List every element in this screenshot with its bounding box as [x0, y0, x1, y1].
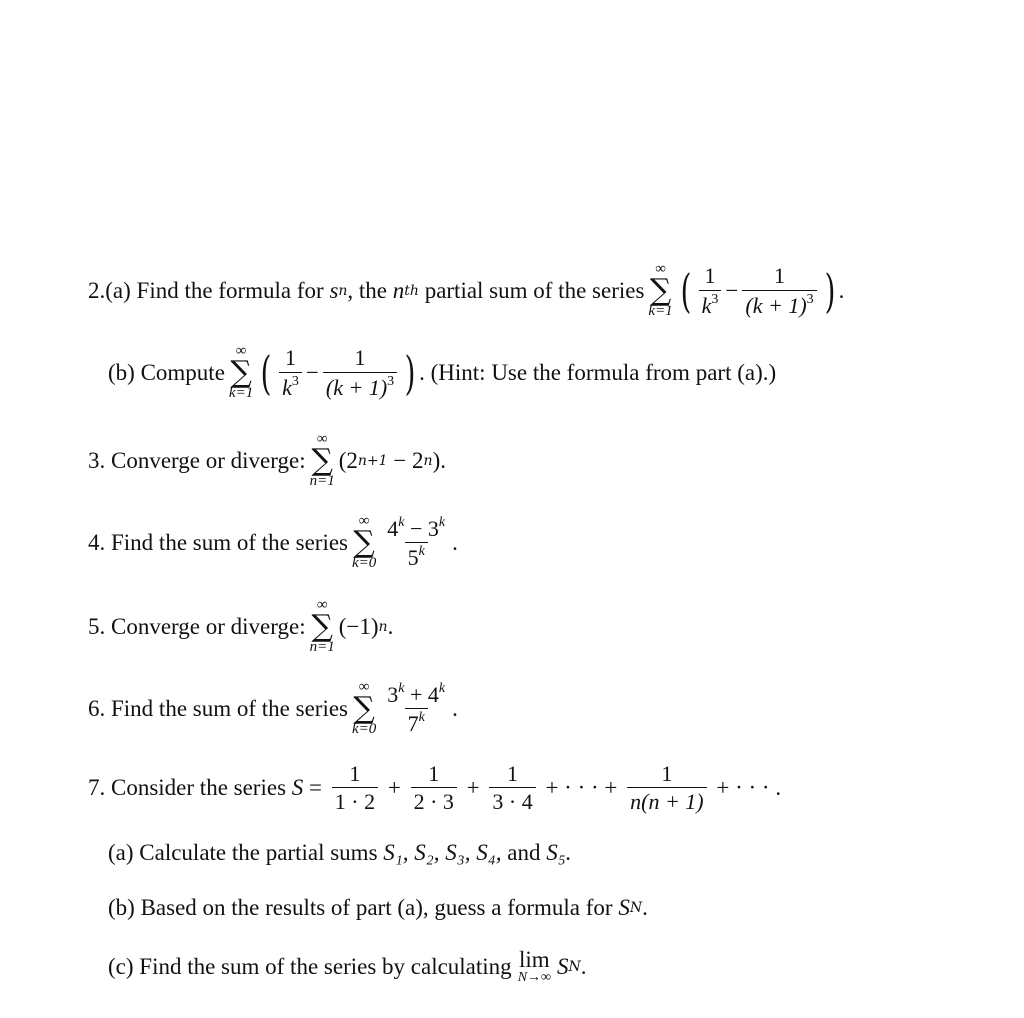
- exponent: n: [378, 618, 388, 635]
- numerator: 1: [774, 263, 786, 289]
- exponent: k: [418, 544, 425, 559]
- base: 3: [387, 681, 399, 707]
- problem-7b: [108, 895, 648, 921]
- denominator: 1 · 2: [332, 787, 378, 813]
- base: − 3: [404, 515, 439, 541]
- numerator: 1: [285, 345, 297, 371]
- exponent: k: [438, 680, 446, 696]
- sigma-icon: ∑: [230, 355, 252, 390]
- numerator: [384, 682, 448, 708]
- exponent: k: [438, 514, 446, 530]
- k: k: [701, 292, 712, 318]
- base: 7: [407, 711, 419, 736]
- k-plus-one: (k + 1): [325, 374, 388, 400]
- problem-text: Find the sum of the series: [111, 695, 348, 721]
- right-paren: ): [404, 345, 416, 400]
- denominator: 3 · 4: [489, 787, 535, 813]
- period: .: [387, 613, 394, 639]
- exponent: 3: [291, 373, 299, 389]
- equals-sign: =: [303, 774, 328, 800]
- numerator: 1: [704, 263, 716, 289]
- exponent: 3: [711, 291, 719, 307]
- problem-2b: [108, 344, 776, 401]
- part-label: (b): [108, 895, 135, 920]
- left-paren: (: [680, 263, 692, 318]
- expression: (2: [338, 447, 358, 473]
- part-label: (c): [108, 953, 134, 979]
- period: .: [452, 529, 458, 555]
- lim-subscript: N→∞: [517, 970, 552, 985]
- hint-text: . (Hint: Use the formula from part (a).): [419, 359, 777, 385]
- limit-operator: [518, 948, 551, 985]
- base: + 4: [404, 681, 439, 707]
- sigma-icon: ∑: [649, 273, 672, 308]
- period: .: [580, 953, 587, 979]
- ellipsis: + · · · .: [710, 774, 782, 800]
- fraction: [323, 346, 397, 398]
- exponent: n+1: [357, 452, 388, 469]
- problem-3: [88, 432, 446, 489]
- sigma-icon: ∑: [353, 691, 375, 726]
- denominator: [405, 708, 428, 735]
- expression: (−1): [338, 613, 379, 639]
- problem-label: 6.: [88, 695, 106, 721]
- problem-text: Find the sum of the series by calculating: [139, 953, 512, 979]
- subscript-n: N: [568, 958, 581, 975]
- sum-lower: n=1: [309, 473, 335, 489]
- plus-sign: +: [382, 774, 407, 800]
- text-fragment: , the: [347, 277, 388, 303]
- sum-lower: k=1: [648, 303, 673, 319]
- sum-upper: ∞: [655, 261, 666, 277]
- denominator: 2 · 3: [411, 787, 457, 813]
- problem-7a: [108, 840, 571, 866]
- numerator: 1: [354, 345, 366, 371]
- expression: − 2: [387, 447, 424, 473]
- plus-sign: +: [460, 774, 486, 800]
- sum-upper: ∞: [235, 343, 247, 359]
- problem-text: Calculate the partial sums: [139, 840, 378, 865]
- minus-sign: −: [305, 359, 319, 385]
- part-label: (b): [108, 359, 135, 385]
- problem-text: Based on the results of part (a), guess a formula for: [140, 895, 613, 920]
- problem-label: 5.: [88, 613, 106, 639]
- period: .: [452, 695, 458, 721]
- exponent: n: [423, 452, 433, 469]
- fraction: [384, 682, 448, 735]
- problem-label: 2.(a): [88, 277, 131, 303]
- problem-label: 3.: [88, 447, 106, 473]
- sum-lower: k=0: [352, 721, 377, 737]
- sn-symbol: S: [618, 895, 630, 920]
- base: 4: [387, 515, 399, 541]
- denominator: [279, 372, 302, 399]
- period: .: [642, 895, 648, 920]
- fraction: [489, 762, 535, 813]
- problem-text: Compute: [140, 359, 225, 385]
- sum-lower: n=1: [309, 639, 335, 655]
- fraction: [332, 762, 378, 813]
- exponent: k: [398, 680, 405, 696]
- summation: [648, 262, 672, 319]
- exponent: k: [418, 710, 425, 725]
- exponent: k: [398, 514, 405, 530]
- series-symbol: S: [291, 774, 304, 800]
- problem-label: 4.: [88, 529, 106, 555]
- numerator: 1: [349, 761, 361, 786]
- summation: [352, 680, 376, 737]
- fraction: [742, 264, 816, 316]
- denominator: n(n + 1): [627, 787, 707, 813]
- summation: [229, 344, 253, 401]
- sum-upper: ∞: [316, 597, 328, 613]
- problem-label: 7.: [88, 774, 106, 800]
- fraction: [384, 516, 448, 569]
- sum-lower: k=1: [228, 385, 254, 401]
- summation: [310, 432, 335, 489]
- exponent: 3: [387, 373, 395, 389]
- sn-symbol: S: [557, 953, 569, 979]
- problem-7: [88, 762, 781, 813]
- base: 5: [407, 545, 419, 570]
- n-symbol: n: [392, 277, 405, 303]
- summation: [352, 514, 376, 571]
- numerator: 1: [507, 761, 519, 786]
- numerator: [384, 516, 448, 542]
- summation: [310, 598, 335, 655]
- sum-upper: ∞: [358, 513, 370, 529]
- problem-6: [88, 680, 458, 737]
- problem-5: [88, 598, 393, 655]
- text-fragment: and: [501, 840, 547, 865]
- partial-sum-symbol: s: [329, 277, 339, 303]
- text-fragment: partial sum of the series: [424, 277, 645, 303]
- denominator: [699, 290, 722, 317]
- problem-2a: [88, 262, 844, 319]
- problem-4: [88, 514, 458, 571]
- sigma-icon: ∑: [311, 609, 333, 644]
- sum-upper: ∞: [316, 431, 328, 447]
- fraction: [699, 264, 722, 316]
- denominator: [323, 372, 397, 399]
- exponent: 3: [806, 291, 814, 307]
- sigma-icon: ∑: [311, 443, 333, 478]
- problem-text: Converge or diverge:: [111, 613, 306, 639]
- denominator: [742, 290, 816, 317]
- sigma-icon: ∑: [353, 525, 375, 560]
- problem-text: Consider the series: [111, 774, 287, 800]
- problem-text: Find the sum of the series: [111, 529, 348, 555]
- period: .: [838, 277, 845, 303]
- expression: ).: [432, 447, 446, 473]
- subscript-n: n: [338, 282, 348, 299]
- left-paren: (: [260, 345, 272, 400]
- sum-lower: k=0: [352, 555, 377, 571]
- denominator: [405, 542, 428, 569]
- ellipsis: + · · · +: [539, 774, 624, 800]
- partial-sum-s5: S₅.: [546, 840, 572, 865]
- superscript-th: th: [404, 282, 419, 299]
- sum-upper: ∞: [358, 679, 370, 695]
- minus-sign: −: [725, 277, 739, 303]
- k: k: [282, 374, 292, 400]
- subscript-n: N: [629, 900, 643, 916]
- lim-label: lim: [519, 947, 550, 972]
- problem-7c: [108, 948, 587, 985]
- fraction: [627, 762, 707, 813]
- fraction: [279, 346, 302, 398]
- problem-text: Converge or diverge:: [111, 447, 306, 473]
- fraction: [411, 762, 457, 813]
- right-paren: ): [824, 263, 836, 318]
- part-label: (a): [108, 840, 134, 865]
- partial-sums: S₁, S₂, S₃, S₄,: [383, 840, 502, 865]
- numerator: 1: [428, 761, 440, 786]
- problem-text: Find the formula for: [136, 277, 324, 303]
- k-plus-one: (k + 1): [745, 292, 807, 318]
- numerator: 1: [661, 761, 673, 786]
